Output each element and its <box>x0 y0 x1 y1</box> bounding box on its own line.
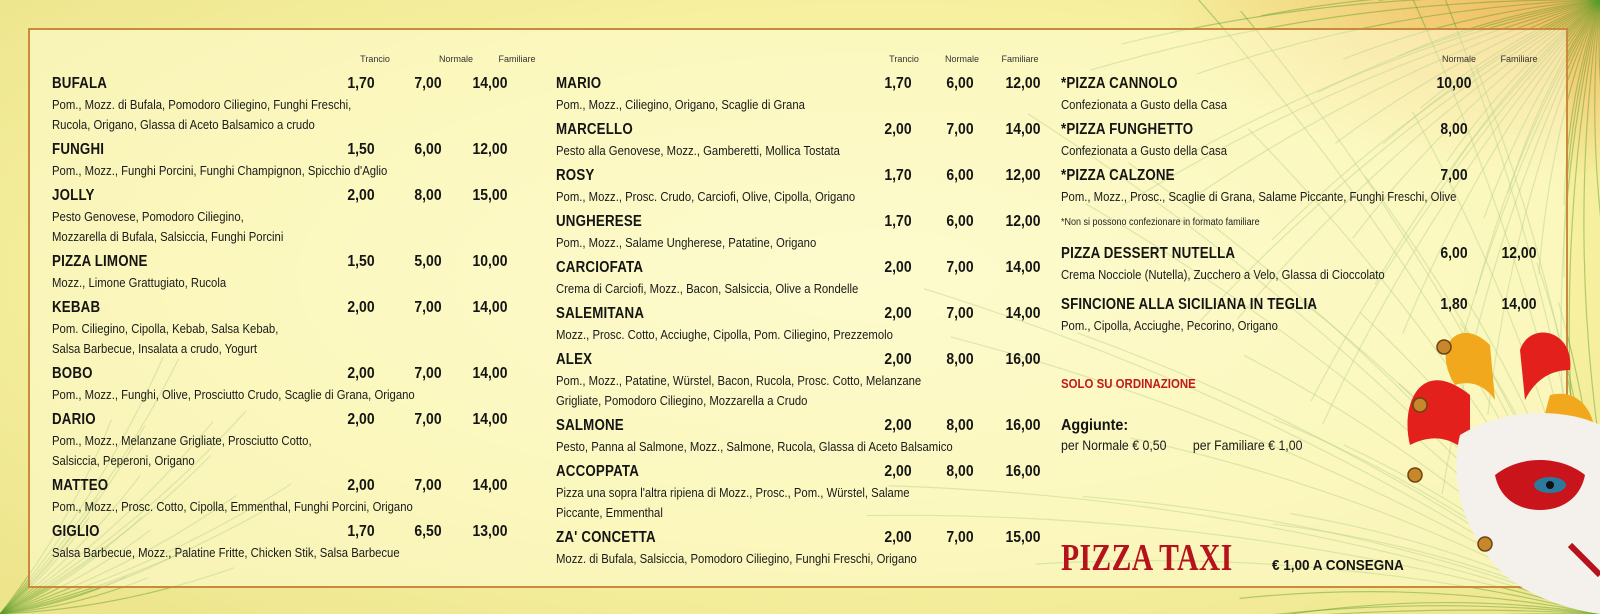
item-name: PIZZA LIMONE <box>52 253 148 270</box>
menu-item-0-8 <box>52 522 547 563</box>
item-price: 2,00 <box>884 417 912 434</box>
menu-item-1-1 <box>556 120 1051 161</box>
item-price: 16,00 <box>1005 351 1041 368</box>
aggiunte-familiare: per Familiare € 1,00 <box>1192 437 1303 453</box>
item-price: 7,00 <box>946 529 974 546</box>
item-price: 7,00 <box>414 411 442 428</box>
item-price: 8,00 <box>414 187 442 204</box>
item-name: ALEX <box>556 351 593 368</box>
menu-item-0-7 <box>52 476 547 517</box>
price-size-headers <box>52 54 547 74</box>
item-price: 14,00 <box>472 411 508 428</box>
item-price: 1,70 <box>884 213 912 230</box>
item-name: KEBAB <box>52 299 101 316</box>
item-price: 7,00 <box>414 477 442 494</box>
item-price: 6,00 <box>946 75 974 92</box>
item-description: Pom., Mozz., Funghi, Olive, Prosciutto Crudo, Scaglie di Grana, Origano <box>52 387 415 402</box>
item-name: ACCOPPATA <box>556 463 640 480</box>
item-price: 1,80 <box>1440 296 1468 313</box>
item-name: DARIO <box>52 411 96 428</box>
aggiunte-normale: per Normale € 0,50 <box>1061 437 1167 453</box>
menu-item-1-3 <box>556 212 1051 253</box>
item-price: 14,00 <box>472 75 508 92</box>
size-header: Trancio <box>889 54 919 64</box>
menu-item-1-2 <box>556 166 1051 207</box>
item-price: 14,00 <box>1005 259 1041 276</box>
item-price: 1,70 <box>884 75 912 92</box>
item-price: 5,00 <box>414 253 442 270</box>
menu-item-1-8 <box>556 462 1051 523</box>
size-header: Familiare <box>1500 54 1538 64</box>
item-price: 14,00 <box>472 365 508 382</box>
menu-column-1 <box>52 54 547 568</box>
item-price: 7,00 <box>946 305 974 322</box>
item-price: 14,00 <box>1005 121 1041 138</box>
item-name: BOBO <box>52 365 93 382</box>
item-price: 12,00 <box>1005 213 1041 230</box>
item-price: 2,00 <box>347 411 375 428</box>
item-price: 8,00 <box>946 417 974 434</box>
item-description: Pom., Cipolla, Acciughe, Pecorino, Origano <box>1061 318 1278 333</box>
item-description: Mozzarella di Bufala, Salsiccia, Funghi Porcini <box>52 229 284 244</box>
item-price: 10,00 <box>1436 75 1472 92</box>
aggiunte-title: Aggiunte: <box>1061 417 1129 434</box>
jester-mask-icon <box>1400 325 1600 614</box>
item-name: JOLLY <box>52 187 95 204</box>
item-name: SALEMITANA <box>556 305 645 322</box>
item-price: 12,00 <box>1501 245 1537 262</box>
item-price: 7,00 <box>1440 167 1468 184</box>
item-description: Confezionata a Gusto della Casa <box>1061 143 1227 158</box>
item-price: 14,00 <box>1005 305 1041 322</box>
price-size-headers <box>556 54 1051 74</box>
item-description: Rucola, Origano, Glassa di Aceto Balsamico a crudo <box>52 117 315 132</box>
item-description: Salsa Barbecue, Mozz., Palatine Fritte, Chicken Stik, Salsa Barbecue <box>52 545 400 560</box>
menu-item-0-5 <box>52 364 547 405</box>
item-name: ROSY <box>556 167 595 184</box>
item-price: 14,00 <box>1501 296 1537 313</box>
item-description: Pom., Mozz., Prosc. Crudo, Carciofi, Olive, Cipolla, Origano <box>556 189 856 204</box>
item-price: 10,00 <box>472 253 508 270</box>
price-size-headers <box>1061 54 1561 74</box>
item-price: 1,50 <box>347 253 375 270</box>
item-description: Pom., Mozz., Salame Ungherese, Patatine, Origano <box>556 235 817 250</box>
size-header: Familiare <box>1001 54 1039 64</box>
size-header: Trancio <box>360 54 390 64</box>
item-price: 2,00 <box>347 477 375 494</box>
menu-item-2b-0 <box>1061 244 1561 285</box>
item-name: SALMONE <box>556 417 624 434</box>
pizza-taxi-title: PIZZA TAXI <box>1061 537 1233 579</box>
item-name: *PIZZA CANNOLO <box>1061 75 1178 92</box>
item-name: GIGLIO <box>52 523 100 540</box>
item-description: Pesto, Panna al Salmone, Mozz., Salmone, Rucola, Glassa di Aceto Balsamico <box>556 439 953 454</box>
item-name: BUFALA <box>52 75 108 92</box>
menu-item-1-7 <box>556 416 1051 457</box>
menu-item-1-4 <box>556 258 1051 299</box>
item-price: 7,00 <box>946 121 974 138</box>
item-price: 8,00 <box>946 351 974 368</box>
menu-item-0-1 <box>52 140 547 181</box>
item-price: 8,00 <box>1440 121 1468 138</box>
solo-su-ordinazione: SOLO SU ORDINAZIONE <box>1061 376 1196 391</box>
item-price: 2,00 <box>884 259 912 276</box>
item-description: Pesto Genovese, Pomodoro Ciliegino, <box>52 209 244 224</box>
item-price: 14,00 <box>472 299 508 316</box>
item-description: Salsiccia, Peperoni, Origano <box>52 453 195 468</box>
item-name: UNGHERESE <box>556 213 642 230</box>
menu-frame <box>28 28 1568 588</box>
item-description: Grigliate, Pomodoro Ciliegino, Mozzarella a Crudo <box>556 393 808 408</box>
item-description: Confezionata a Gusto della Casa <box>1061 97 1227 112</box>
item-price: 7,00 <box>414 75 442 92</box>
item-price: 1,70 <box>884 167 912 184</box>
item-price: 2,00 <box>347 299 375 316</box>
menu-item-2-2 <box>1061 166 1561 207</box>
item-price: 2,00 <box>347 187 375 204</box>
menu-item-1-6 <box>556 350 1051 411</box>
item-description: Piccante, Emmenthal <box>556 505 663 520</box>
item-price: 8,00 <box>946 463 974 480</box>
item-price: 15,00 <box>1005 529 1041 546</box>
item-price: 7,00 <box>946 259 974 276</box>
item-description: Pom., Mozz., Funghi Porcini, Funghi Champignon, Spicchio d'Aglio <box>52 163 388 178</box>
item-price: 6,00 <box>414 141 442 158</box>
item-price: 6,00 <box>946 167 974 184</box>
item-price: 2,00 <box>884 351 912 368</box>
item-description: Mozz., Limone Grattugiato, Rucola <box>52 275 227 290</box>
item-price: 2,00 <box>884 121 912 138</box>
menu-item-1-5 <box>556 304 1051 345</box>
item-description: Pizza una sopra l'altra ripiena di Mozz., Prosc., Pom., Würstel, Salame <box>556 485 910 500</box>
item-description: Pom., Mozz., Prosc. Cotto, Cipolla, Emmenthal, Funghi Porcini, Origano <box>52 499 413 514</box>
menu-item-0-2 <box>52 186 547 247</box>
item-description: Pom., Mozz. di Bufala, Pomodoro Ciliegino, Funghi Freschi, <box>52 97 352 112</box>
item-price: 2,00 <box>884 463 912 480</box>
pizza-taxi-note: € 1,00 A CONSEGNA <box>1271 557 1404 574</box>
menu-item-2-1 <box>1061 120 1561 161</box>
item-name: *PIZZA FUNGHETTO <box>1061 121 1194 138</box>
familiare-note: *Non si possono confezionare in formato familiare <box>1061 217 1260 228</box>
item-price: 2,00 <box>347 365 375 382</box>
item-price: 15,00 <box>472 187 508 204</box>
menu-column-2 <box>556 54 1051 574</box>
item-description: Mozz., Prosc. Cotto, Acciughe, Cipolla, Pom. Ciliegino, Prezzemolo <box>556 327 893 342</box>
item-price: 16,00 <box>1005 463 1041 480</box>
item-description: Salsa Barbecue, Insalata a crudo, Yogurt <box>52 341 257 356</box>
menu-item-2-0 <box>1061 74 1561 115</box>
menu-item-1-9 <box>556 528 1051 569</box>
item-price: 6,00 <box>946 213 974 230</box>
item-description: Pom. Ciliegino, Cipolla, Kebab, Salsa Kebab, <box>52 321 279 336</box>
item-description: Pom., Mozz., Prosc., Scaglie di Grana, Salame Piccante, Funghi Freschi, Olive <box>1061 189 1457 204</box>
item-name: ZA' CONCETTA <box>556 529 656 546</box>
item-name: MATTEO <box>52 477 109 494</box>
item-name: CARCIOFATA <box>556 259 644 276</box>
item-price: 2,00 <box>884 529 912 546</box>
item-price: 7,00 <box>414 365 442 382</box>
pizza-taxi <box>1061 536 1418 580</box>
item-price: 7,00 <box>414 299 442 316</box>
item-price: 13,00 <box>472 523 508 540</box>
item-name: SFINCIONE ALLA SICILIANA IN TEGLIA <box>1061 296 1318 313</box>
item-name: MARIO <box>556 75 602 92</box>
size-header: Normale <box>944 54 980 64</box>
size-header: Familiare <box>498 54 536 64</box>
item-price: 1,70 <box>347 523 375 540</box>
item-price: 12,00 <box>1005 75 1041 92</box>
item-price: 6,50 <box>414 523 442 540</box>
item-description: Pom., Mozz., Melanzane Grigliate, Prosciutto Cotto, <box>52 433 312 448</box>
item-name: PIZZA DESSERT NUTELLA <box>1061 245 1236 262</box>
item-description: Pom., Mozz., Ciliegino, Origano, Scaglie di Grana <box>556 97 805 112</box>
item-description: Crema Nocciole (Nutella), Zucchero a Velo, Glassa di Cioccolato <box>1061 267 1385 282</box>
item-description: Pesto alla Genovese, Mozz., Gamberetti, Mollica Tostata <box>556 143 840 158</box>
item-price: 16,00 <box>1005 417 1041 434</box>
item-price: 12,00 <box>472 141 508 158</box>
item-description: Pom., Mozz., Patatine, Würstel, Bacon, Rucola, Prosc. Cotto, Melanzane <box>556 373 922 388</box>
item-name: MARCELLO <box>556 121 633 138</box>
item-name: FUNGHI <box>52 141 105 158</box>
size-header: Normale <box>1441 54 1477 64</box>
item-price: 14,00 <box>472 477 508 494</box>
menu-item-0-6 <box>52 410 547 471</box>
item-price: 2,00 <box>884 305 912 322</box>
item-description: Mozz. di Bufala, Salsiccia, Pomodoro Ciliegino, Funghi Freschi, Origano <box>556 551 917 566</box>
menu-item-0-4 <box>52 298 547 359</box>
item-price: 6,00 <box>1440 245 1468 262</box>
menu-item-0-0 <box>52 74 547 135</box>
size-header: Normale <box>438 54 474 64</box>
item-price: 12,00 <box>1005 167 1041 184</box>
item-price: 1,50 <box>347 141 375 158</box>
menu-item-1-0 <box>556 74 1051 115</box>
item-name: *PIZZA CALZONE <box>1061 167 1175 184</box>
item-description: Crema di Carciofi, Mozz., Bacon, Salsiccia, Olive a Rondelle <box>556 281 859 296</box>
item-price: 1,70 <box>347 75 375 92</box>
menu-item-0-3 <box>52 252 547 293</box>
